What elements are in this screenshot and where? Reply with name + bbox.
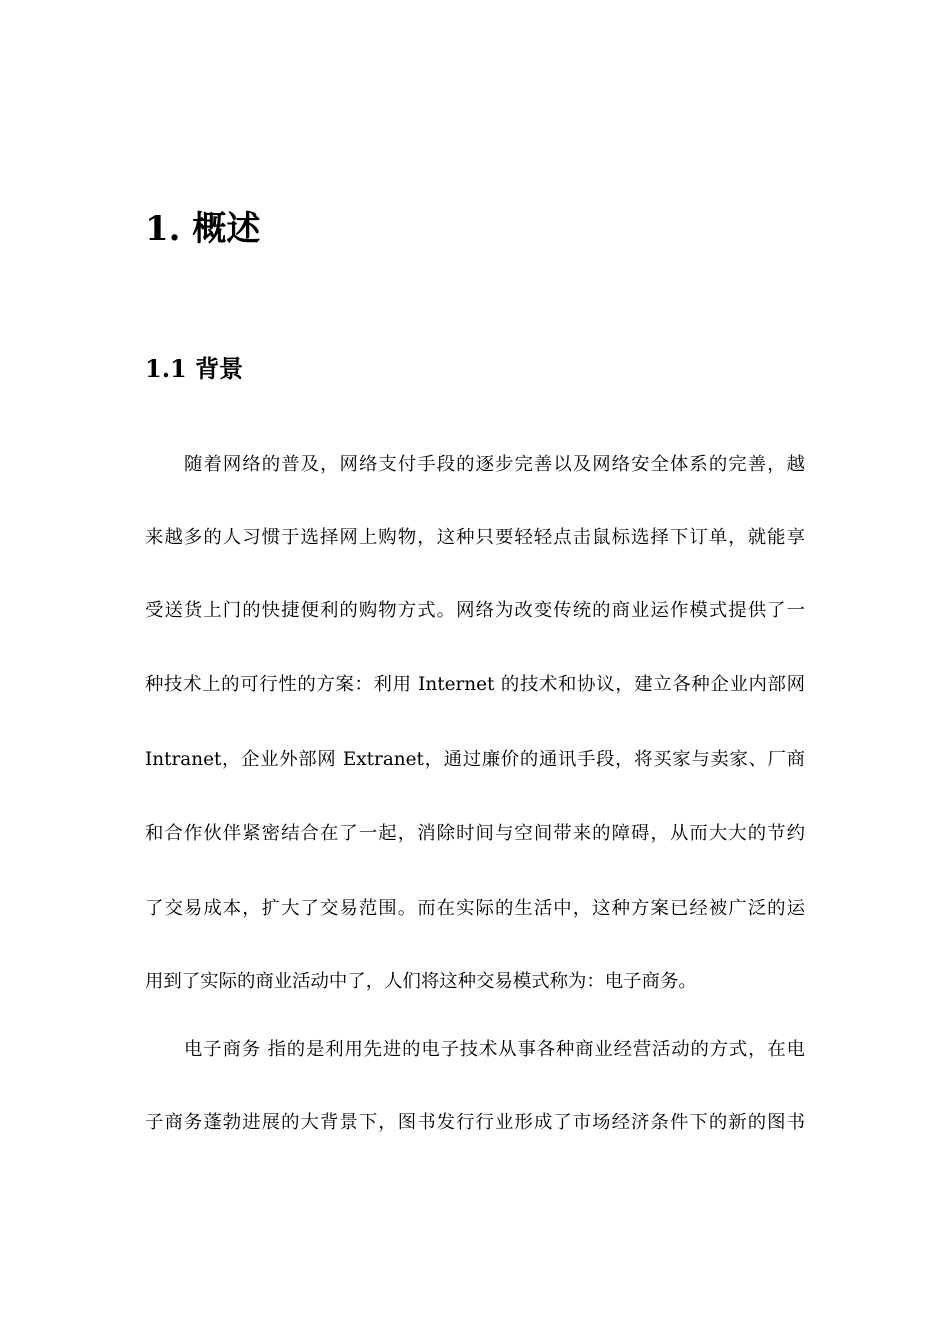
chapter-heading: 1. 概述 <box>145 209 261 249</box>
paragraph-1-line-6: 和合作伙伴紧密结合在了一起，消除时间与空间带来的障碍，从而大大的节约 <box>145 823 805 844</box>
paragraph-1-line-1: 随着网络的普及，网络支付手段的逐步完善以及网络安全体系的完善，越 <box>184 454 805 475</box>
paragraph-2-line-2: 子商务蓬勃进展的大背景下，图书发行行业形成了市场经济条件下的新的图书 <box>145 1112 805 1133</box>
paragraph-1-line-7: 了交易成本，扩大了交易范围。而在实际的生活中，这种方案已经被广泛的运 <box>145 898 805 919</box>
paragraph-1-line-8: 用到了实际的商业活动中了，人们将这种交易模式称为：电子商务。 <box>145 971 697 992</box>
paragraph-1-line-4: 种技术上的可行性的方案：利用 Internet 的技术和协议，建立各种企业内部网 <box>145 674 805 695</box>
paragraph-1-line-5: Intranet，企业外部网 Extranet，通过廉价的通讯手段，将买家与卖家、厂商 <box>145 749 805 770</box>
paragraph-2-line-1: 电子商务 指的是利用先进的电子技术从事各种商业经营活动的方式，在电 <box>184 1039 805 1060</box>
paragraph-1-line-2: 来越多的人习惯于选择网上购物，这种只要轻轻点击鼠标选择下订单，就能享 <box>145 527 805 548</box>
paragraph-1-line-3: 受送货上门的快捷便利的购物方式。网络为改变传统的商业运作模式提供了一 <box>145 600 805 621</box>
section-heading: 1.1 背景 <box>145 354 244 383</box>
